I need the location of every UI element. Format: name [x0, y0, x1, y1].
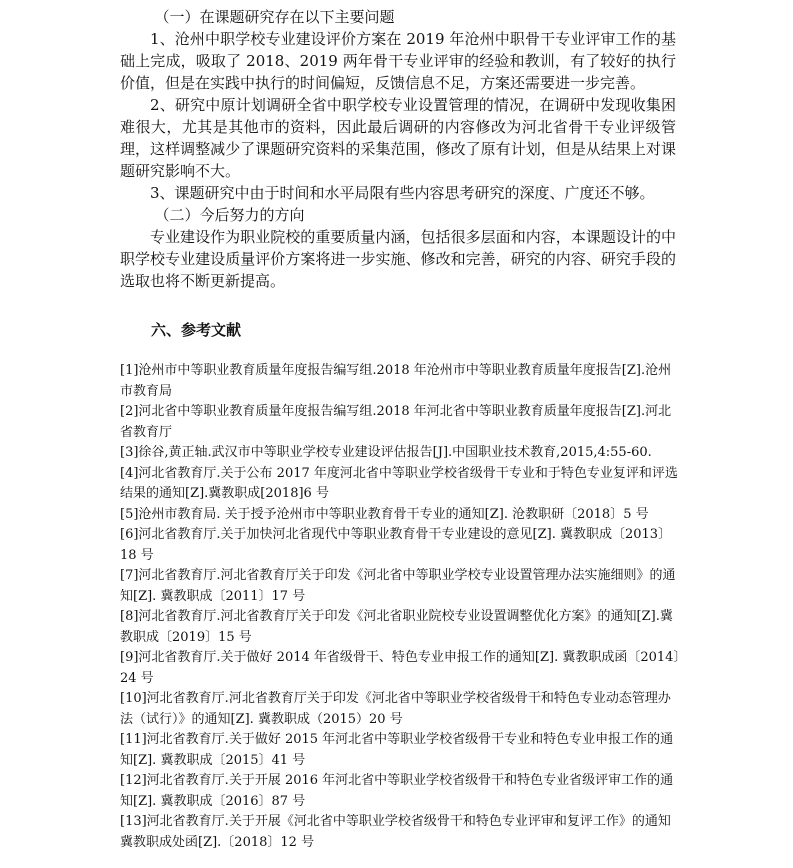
- reference-item-4: [4]河北省教育厅.关于公布 2017 年度河北省中等职业学校省级骨干专业和于特色专业复评和评选结果的通知[Z].冀教职成[2018]6 号: [120, 465, 678, 501]
- reference-item-8: [8]河北省教育厅.河北省教育厅关于印发《河北省职业院校专业设置调整优化方案》的通知[Z].冀教职成〔2019〕15 号: [120, 609, 673, 645]
- reference-item-6: [6]河北省教育厅.关于加快河北省现代中等职业教育骨干专业建设的意见[Z]. 冀教职成〔2013〕18 号: [120, 527, 672, 563]
- reference-item-5: [5]沧州市教育局. 关于授予沧州市中等职业教育骨干专业的通知[Z]. 沧教职研〔2018〕5 号: [120, 506, 649, 522]
- subheading-problems: （一）在课题研究存在以下主要问题: [154, 8, 395, 26]
- reference-item-10: [10]河北省教育厅.河北省教育厅关于印发《河北省中等职业学校省级骨干和特色专业动态管理办法（试行）》的通知[Z]. 冀教职成（2015）20 号: [120, 691, 671, 727]
- reference-item-11: [11]河北省教育厅.关于做好 2015 年河北省中等职业学校省级骨干专业和特色专业申报工作的通知[Z]. 冀教职成〔2015〕41 号: [120, 732, 674, 768]
- paragraph-problem-2: 2、研究中原计划调研全省中职学校专业设置管理的情况，在调研中发现收集困难很大，尤其是其他市的资料，因此最后调研的内容修改为河北省骨干专业评级管理，这样调整减少了课题研究资料的采集范围，修改了原有计划，但是从结果上对课题研究影响不大。: [120, 96, 676, 180]
- reference-item-3: [3]徐谷,黄正轴.武汉市中等职业学校专业建设评估报告[J].中国职业技术教育,2015,4:55-60.: [120, 445, 652, 460]
- references-heading: 六、参考文献: [151, 321, 242, 339]
- reference-item-7: [7]河北省教育厅.河北省教育厅关于印发《河北省中等职业学校专业设置管理办法实施细则》的通知[Z]. 冀教职成〔2011〕17 号: [120, 568, 676, 604]
- reference-item-1: [1]沧州市中等职业教育质量年度报告编写组.2018 年沧州市中等职业教育质量年度报告[Z].沧州市教育局: [120, 363, 672, 399]
- subheading-future-direction: （二）今后努力的方向: [154, 206, 305, 224]
- reference-item-2: [2]河北省中等职业教育质量年度报告编写组.2018 年河北省中等职业教育质量年度报告[Z].河北省教育厅: [120, 404, 672, 440]
- paragraph-problem-1: 1、沧州中职学校专业建设评价方案在 2019 年沧州中职骨干专业评审工作的基础上完成，吸取了 2018、2019 两年骨干专业评审的经验和教训，有了较好的执行价值，但是在实践中执行的时间偏短，反馈信息不足，方案还需要进一步完善。: [120, 30, 676, 92]
- reference-item-12: [12]河北省教育厅.关于开展 2016 年河北省中等职业学校省级骨干和特色专业省级评审工作的通知[Z]. 冀教职成〔2016〕87 号: [120, 773, 674, 809]
- reference-item-13: [13]河北省教育厅.关于开展《河北省中等职业学校省级骨干和特色专业评审和复评工作》的通知冀教职成处函[Z].〔2018〕12 号: [120, 814, 671, 850]
- paragraph-problem-3: 3、课题研究中由于时间和水平局限有些内容思考研究的深度、广度还不够。: [150, 184, 655, 202]
- reference-item-9: [9]河北省教育厅.关于做好 2014 年省级骨干、特色专业申报工作的通知[Z]. 冀教职成函〔2014〕24 号: [120, 650, 680, 686]
- reference-list: [120, 361, 682, 853]
- paragraph-future-direction: 专业建设作为职业院校的重要质量内涵，包括很多层面和内容，本课题设计的中职学校专业建设质量评价方案将进一步实施、修改和完善，研究的内容、研究手段的选取也将不断更新提高。: [120, 228, 676, 290]
- body-text: [120, 6, 676, 292]
